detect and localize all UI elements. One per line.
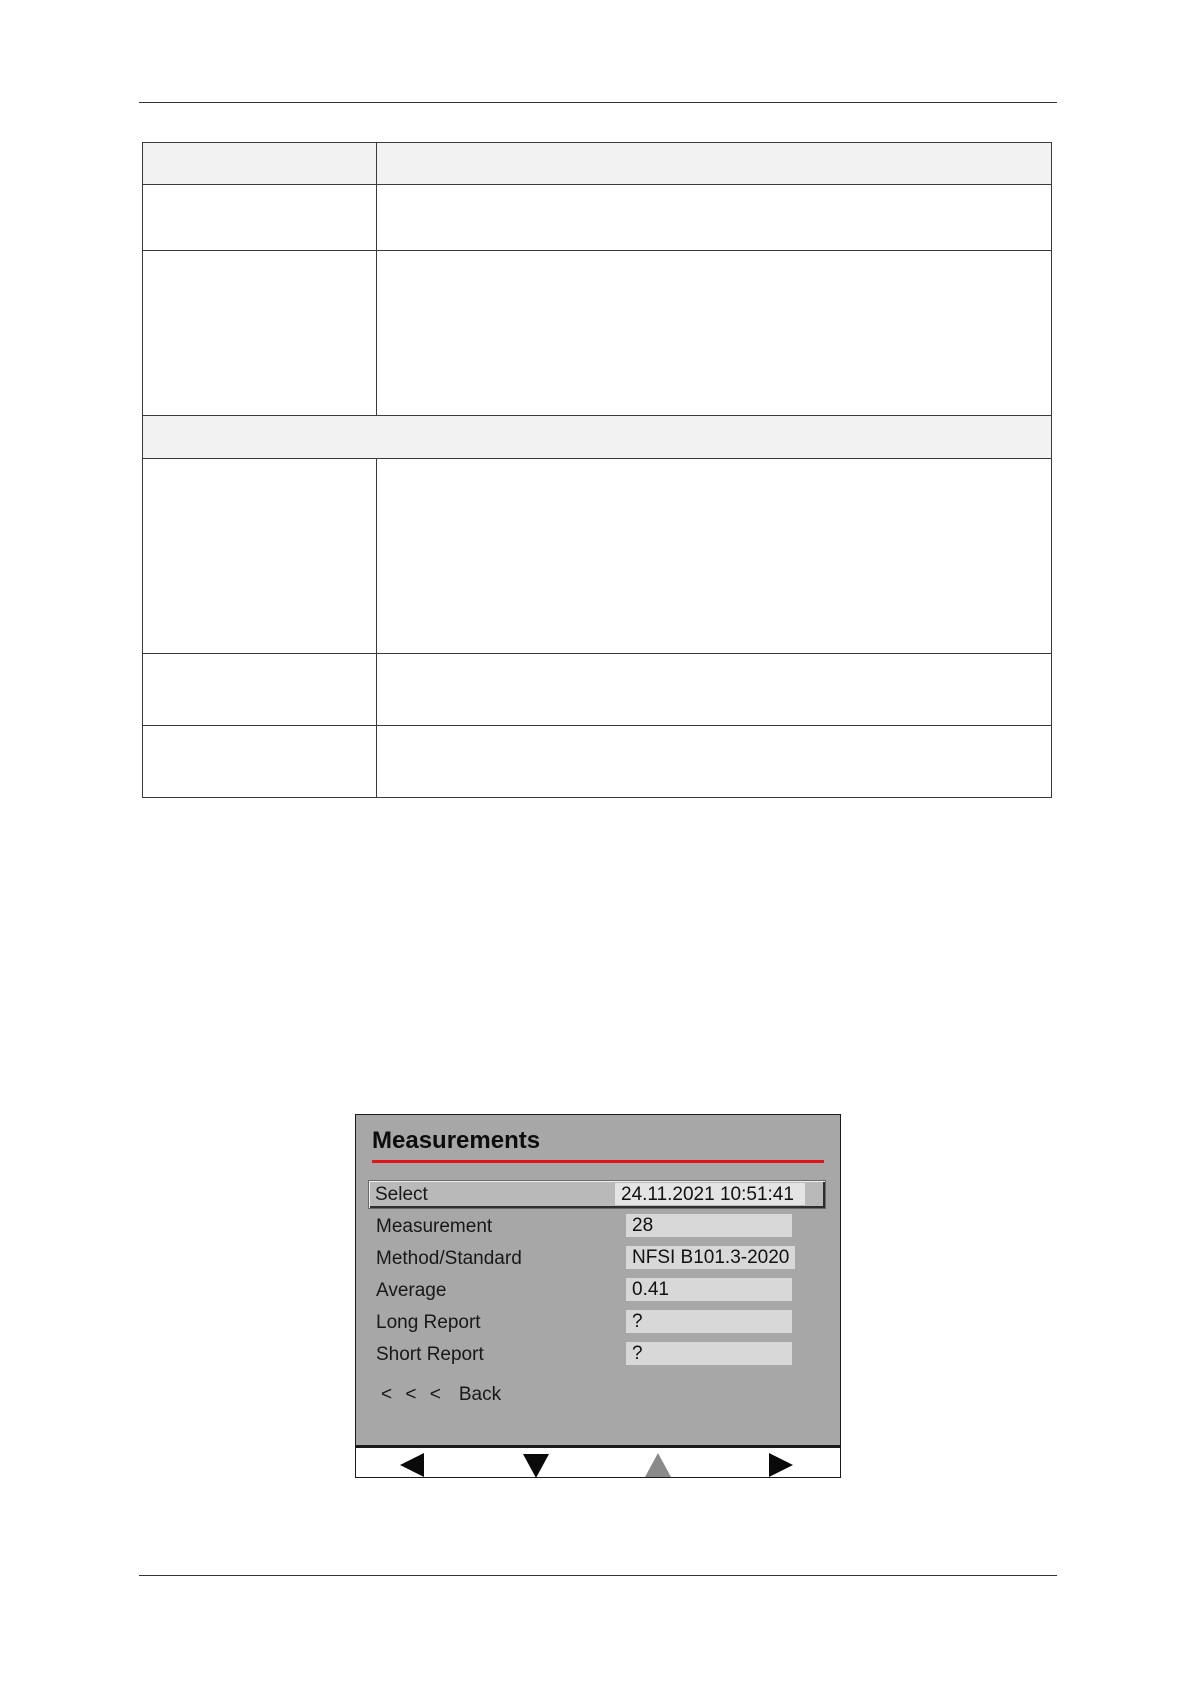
menu-row-label: Select — [375, 1184, 428, 1205]
menu-row-long-report[interactable] — [368, 1307, 834, 1337]
table-cell — [143, 726, 377, 798]
table-cell — [377, 251, 1052, 416]
table-cell — [143, 459, 377, 654]
table-cell — [377, 726, 1052, 798]
back-button[interactable] — [381, 1384, 501, 1406]
menu-row-value: 28 — [626, 1214, 792, 1237]
table-cell — [377, 185, 1052, 251]
menu-row-average[interactable] — [368, 1275, 834, 1305]
menu-row-value: 0.41 — [626, 1278, 792, 1301]
table-header-cell — [377, 143, 1052, 185]
menu-row-label: Measurement — [376, 1216, 493, 1237]
table-cell — [377, 459, 1052, 654]
parameter-table — [142, 142, 1052, 798]
menu-row-value: ? — [626, 1342, 792, 1365]
menu-row-method-standard[interactable] — [368, 1243, 834, 1273]
table-section-row — [143, 416, 1052, 459]
menu-row-measurement[interactable] — [368, 1211, 834, 1241]
table-cell — [143, 654, 377, 726]
table-cell — [377, 654, 1052, 726]
device-screen — [355, 1114, 841, 1478]
menu-row-label: Average — [376, 1280, 447, 1301]
table-section-cell — [143, 416, 1052, 459]
back-label: Back — [458, 1384, 502, 1405]
menu-row-label: Method/Standard — [376, 1248, 522, 1269]
menu-row-value: ? — [626, 1310, 792, 1333]
footer-rule — [139, 1575, 1057, 1576]
table-row — [143, 726, 1052, 798]
up-arrow-icon[interactable] — [645, 1453, 671, 1477]
table-header-row — [143, 143, 1052, 185]
table-row — [143, 654, 1052, 726]
table-row — [143, 251, 1052, 416]
menu-row-value: NFSI B101.3-2020 — [626, 1246, 795, 1269]
down-arrow-icon[interactable] — [523, 1454, 549, 1478]
menu-row-select[interactable] — [368, 1180, 826, 1209]
table-row — [143, 459, 1052, 654]
header-rule — [139, 102, 1057, 103]
left-arrow-icon[interactable] — [400, 1453, 424, 1477]
menu-row-label: Long Report — [376, 1312, 481, 1333]
table-cell — [143, 251, 377, 416]
title-underline — [372, 1160, 824, 1163]
menu-row-value: 24.11.2021 10:51:41 — [615, 1183, 805, 1205]
right-arrow-icon[interactable] — [769, 1453, 793, 1477]
table-row — [143, 185, 1052, 251]
back-arrows: < < < — [381, 1384, 445, 1405]
softkey-bar — [356, 1445, 840, 1477]
table-cell — [143, 185, 377, 251]
screen-title: Measurements — [372, 1127, 541, 1154]
menu-row-label: Short Report — [376, 1344, 484, 1365]
menu-row-short-report[interactable] — [368, 1339, 834, 1369]
table-header-cell — [143, 143, 377, 185]
